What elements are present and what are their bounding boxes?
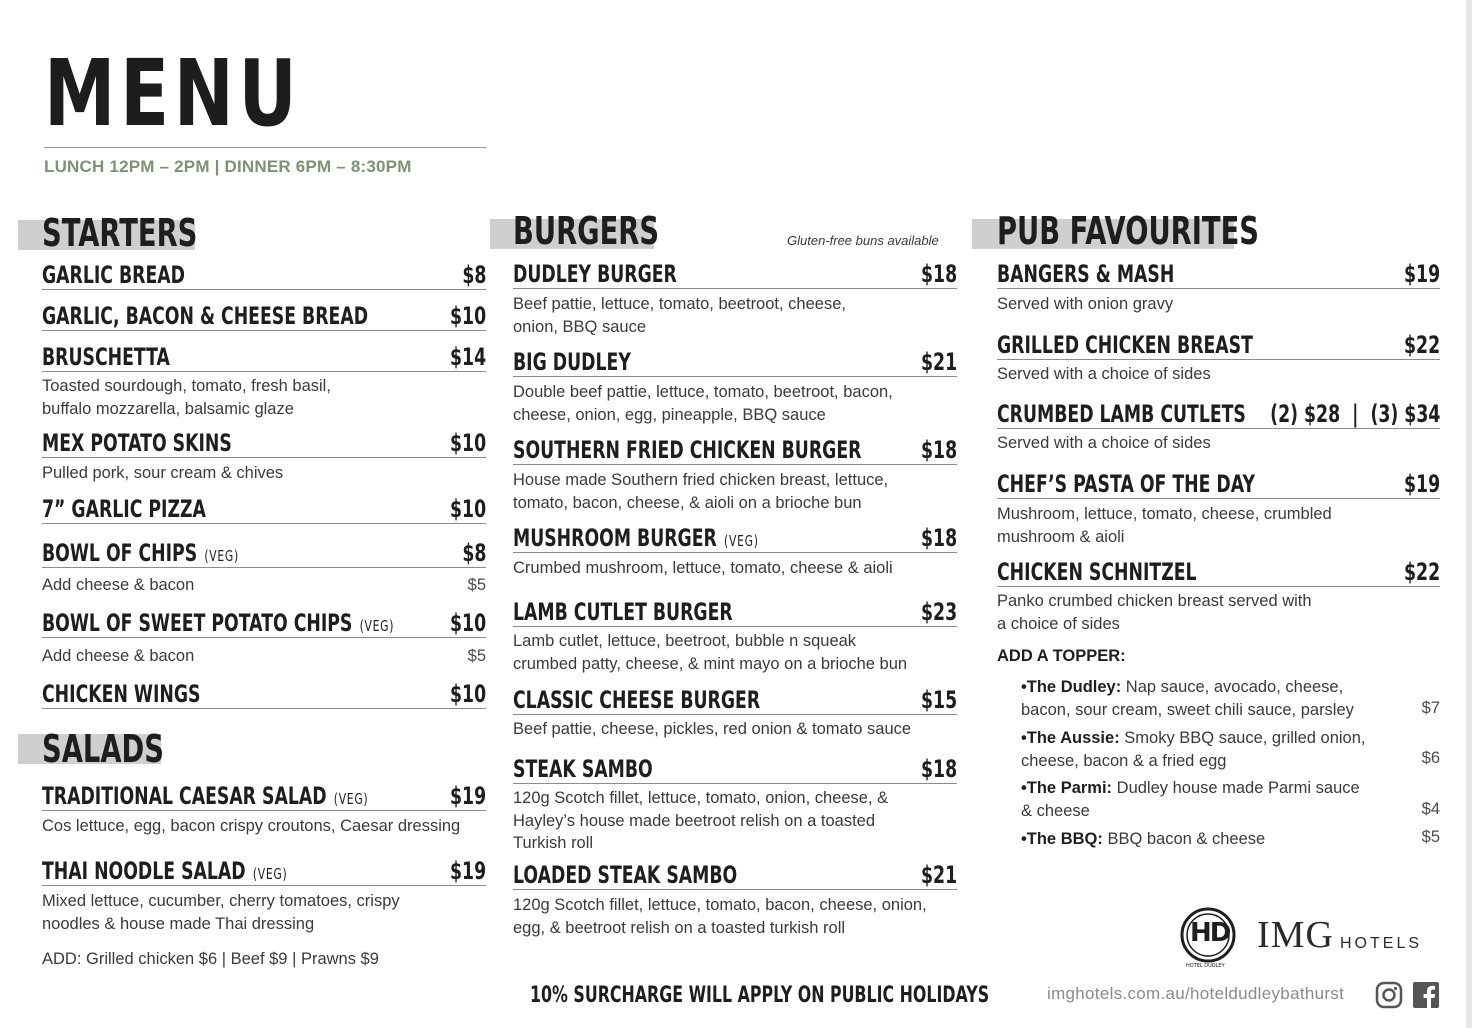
topper-desc: BBQ bacon & cheese [1102, 830, 1266, 848]
menu-item [513, 688, 957, 715]
item-price: $10 [449, 495, 486, 523]
item-name-text: TRADITIONAL CAESAR SALAD [42, 782, 327, 810]
desc-line: Lamb cutlet, lettuce, beetroot, bubble n squeak [513, 632, 857, 650]
topper-price: $5 [1421, 828, 1440, 846]
desc-line: Mushroom, lettuce, tomato, cheese, crumbled [997, 505, 1332, 523]
item-description [42, 890, 400, 935]
img-brand-text: IMG [1257, 914, 1334, 956]
topper-desc: Dudley house made Parmi sauce [1112, 779, 1360, 797]
item-description [513, 381, 893, 426]
desc-line: crumbed patty, cheese, & mint mayo on a brioche bun [513, 654, 908, 673]
desc-line: a choice of sides [997, 614, 1120, 633]
item-name: CHICKEN SCHNITZEL [997, 558, 1197, 586]
item-price: $18 [920, 524, 957, 552]
salads-title: SALADS [42, 727, 164, 771]
hd-logo-caption: HOTEL DUDLEY [1186, 963, 1225, 969]
hotels-brand-text: HOTELS [1340, 935, 1423, 952]
item-name: GRILLED CHICKEN BREAST [997, 331, 1253, 359]
desc-line: Pulled pork, sour cream & chives [42, 464, 284, 482]
page-edge [1466, 0, 1472, 1028]
topper-desc: Smoky BBQ sauce, grilled onion, [1119, 729, 1366, 747]
gluten-free-note: Gluten-free buns available [787, 233, 939, 248]
item-price: $22 [1403, 558, 1440, 586]
desc-line: Turkish roll [513, 834, 594, 852]
desc-line: Served with onion gravy [997, 295, 1174, 313]
desc-line: House made Southern fried chicken breast, lettuce, [513, 471, 889, 489]
menu-item [997, 402, 1440, 429]
item-description [42, 815, 460, 838]
topper-desc: cheese, bacon & a fried egg [1021, 751, 1227, 770]
menu-item [42, 859, 486, 886]
item-price: $10 [449, 302, 486, 330]
desc-line: 120g Scotch fillet, lettuce, tomato, bacon, cheese, onion, [513, 896, 927, 914]
item-name: CRUMBED LAMB CUTLETS [997, 400, 1246, 428]
desc-line: Served with a choice of sides [997, 365, 1211, 383]
menu-item [997, 472, 1440, 499]
item-price: $8 [461, 261, 486, 289]
item-name [42, 541, 239, 565]
menu-item [42, 682, 486, 709]
item-name: BRUSCHETTA [42, 343, 170, 371]
item-name-text: BOWL OF CHIPS [42, 539, 198, 567]
topper-price: $7 [1421, 699, 1440, 717]
item-price: $22 [1403, 331, 1440, 359]
item-price: $21 [920, 348, 957, 376]
item-description [997, 503, 1332, 548]
topper-item [1021, 727, 1365, 772]
menu-item [513, 438, 957, 465]
item-price: $19 [449, 857, 486, 885]
item-price: $19 [1403, 470, 1440, 498]
item-name: LOADED STEAK SAMBO [513, 861, 738, 889]
item-description [997, 293, 1173, 316]
menu-item [42, 611, 486, 638]
item-name: BANGERS & MASH [997, 260, 1175, 288]
item-name [513, 526, 759, 550]
item-name: CHEF’S PASTA OF THE DAY [997, 470, 1255, 498]
menu-item [513, 600, 957, 627]
topper-desc: & cheese [1021, 801, 1090, 820]
menu-item [42, 431, 486, 458]
item-price: $19 [449, 782, 486, 810]
menu-item [997, 333, 1440, 360]
item-price: $18 [920, 260, 957, 288]
img-hotels-logo [1257, 913, 1442, 959]
desc-line: Cos lettuce, egg, bacon crispy croutons, Caesar dressing [42, 817, 461, 835]
item-price: $23 [920, 598, 957, 626]
item-price: $14 [449, 343, 486, 371]
topper-price: $6 [1421, 749, 1440, 767]
item-name [42, 784, 368, 808]
topper-desc: bacon, sour cream, sweet chili sauce, parsley [1021, 700, 1354, 719]
item-description [513, 557, 893, 580]
desc-line: mushroom & aioli [997, 527, 1125, 546]
item-name: GARLIC, BACON & CHEESE BREAD [42, 302, 369, 330]
item-name-text: MUSHROOM BURGER [513, 524, 717, 552]
desc-line: Double beef pattie, lettuce, tomato, beetroot, bacon, [513, 383, 893, 401]
item-name: SOUTHERN FRIED CHICKEN BURGER [513, 436, 862, 464]
menu-item [513, 350, 957, 377]
menu-item [42, 541, 486, 568]
topper-item [1021, 777, 1360, 822]
topper-name: •The Parmi: [1021, 779, 1113, 797]
veg-tag: (VEG) [252, 865, 288, 883]
menu-item [513, 262, 957, 289]
menu-item [513, 863, 957, 890]
instagram-icon[interactable] [1375, 981, 1403, 1009]
topper-desc: Nap sauce, avocado, cheese, [1121, 678, 1344, 696]
item-name: 7” GARLIC PIZZA [42, 495, 206, 523]
veg-tag: (VEG) [724, 532, 759, 550]
addon-price: $5 [467, 576, 486, 594]
surcharge-notice: 10% SURCHARGE WILL APPLY ON PUBLIC HOLIDAYS [530, 983, 990, 1008]
desc-line: Panko crumbed chicken breast served with [997, 592, 1312, 610]
item-name: DUDLEY BURGER [513, 260, 677, 288]
item-price: $19 [1403, 260, 1440, 288]
item-name: LAMB CUTLET BURGER [513, 598, 733, 626]
item-price: $8 [461, 539, 486, 567]
item-description [42, 462, 283, 485]
service-hours: LUNCH 12PM – 2PM | DINNER 6PM – 8:30PM [44, 157, 412, 176]
hd-logo-letters: HD [1190, 918, 1230, 948]
item-price: $21 [920, 861, 957, 889]
item-price: $18 [920, 436, 957, 464]
addon-text: Add cheese & bacon [42, 576, 195, 594]
facebook-icon[interactable] [1412, 981, 1440, 1009]
desc-line: Served with a choice of sides [997, 434, 1211, 452]
item-description [513, 718, 911, 741]
menu-item [42, 263, 486, 290]
starters-title: STARTERS [42, 211, 198, 255]
item-name [42, 859, 287, 883]
desc-line: tomato, bacon, cheese, & aioli on a brioche bun [513, 493, 862, 512]
burgers-title: BURGERS [513, 209, 660, 253]
salad-addons: ADD: Grilled chicken $6 | Beef $9 | Prawns $9 [42, 950, 379, 968]
topper-item [1021, 676, 1354, 721]
desc-line: Toasted sourdough, tomato, fresh basil, [42, 377, 331, 395]
desc-line: onion, BBQ sauce [513, 317, 646, 336]
pub-favourites-title: PUB FAVOURITES [997, 209, 1260, 253]
item-description [513, 787, 888, 855]
menu-item [513, 757, 957, 784]
item-name: MEX POTATO SKINS [42, 429, 232, 457]
topper-name: •The BBQ: [1021, 830, 1103, 848]
item-name: BIG DUDLEY [513, 348, 631, 376]
item-name-text: THAI NOODLE SALAD [42, 857, 246, 885]
topper-item [1021, 828, 1265, 851]
item-name: CHICKEN WINGS [42, 680, 201, 708]
menu-item [42, 784, 486, 811]
menu-item [42, 345, 486, 372]
item-description [513, 630, 907, 675]
menu-item [42, 304, 486, 331]
desc-line: Beef pattie, lettuce, tomato, beetroot, cheese, [513, 295, 846, 313]
desc-line: buffalo mozzarella, balsamic glaze [42, 399, 294, 418]
desc-line: Crumbed mushroom, lettuce, tomato, cheese & aioli [513, 559, 893, 577]
item-description [997, 590, 1312, 635]
item-name-text: BOWL OF SWEET POTATO CHIPS [42, 609, 353, 637]
veg-tag: (VEG) [359, 617, 395, 635]
hotel-dudley-logo [1180, 906, 1240, 972]
veg-tag: (VEG) [204, 547, 239, 565]
item-price: $10 [449, 429, 486, 457]
item-price: $10 [449, 680, 486, 708]
desc-line: Beef pattie, cheese, pickles, red onion & tomato sauce [513, 720, 912, 738]
item-name: CLASSIC CHEESE BURGER [513, 686, 761, 714]
menu-item [997, 262, 1440, 289]
desc-line: Mixed lettuce, cucumber, cherry tomatoes, crispy [42, 892, 400, 910]
topper-heading: ADD A TOPPER: [997, 647, 1126, 665]
item-price: $18 [920, 755, 957, 783]
item-description [513, 894, 927, 939]
item-price: $15 [920, 686, 957, 714]
topper-price: $4 [1421, 800, 1440, 818]
veg-tag: (VEG) [333, 790, 369, 808]
menu-item [513, 526, 957, 553]
item-description [997, 363, 1211, 386]
item-description [513, 469, 888, 514]
desc-line: cheese, onion, egg, pineapple, BBQ sauce [513, 405, 826, 424]
page-title: MENU [44, 40, 302, 147]
item-description [42, 375, 331, 420]
desc-line: 120g Scotch fillet, lettuce, tomato, onion, cheese, & [513, 789, 889, 807]
menu-item [997, 560, 1440, 587]
desc-line: egg, & beetroot relish on a toasted turkish roll [513, 918, 846, 937]
addon-price: $5 [467, 647, 486, 665]
website-link[interactable]: imghotels.com.au/hoteldudleybathurst [1047, 984, 1345, 1003]
menu-item [42, 497, 486, 524]
addon-text: Add cheese & bacon [42, 647, 195, 665]
item-price: $10 [449, 609, 486, 637]
topper-name: •The Dudley: [1021, 678, 1122, 696]
item-price: (2) $28 | (3) $34 [1269, 400, 1440, 428]
desc-line: noodles & house made Thai dressing [42, 914, 315, 933]
item-name [42, 611, 394, 635]
topper-name: •The Aussie: [1021, 729, 1120, 747]
item-name: GARLIC BREAD [42, 261, 185, 289]
item-name: STEAK SAMBO [513, 755, 653, 783]
item-description [997, 432, 1211, 455]
item-description [513, 293, 846, 338]
desc-line: Hayley’s house made beetroot relish on a toasted [513, 811, 876, 830]
title-divider [44, 147, 486, 148]
